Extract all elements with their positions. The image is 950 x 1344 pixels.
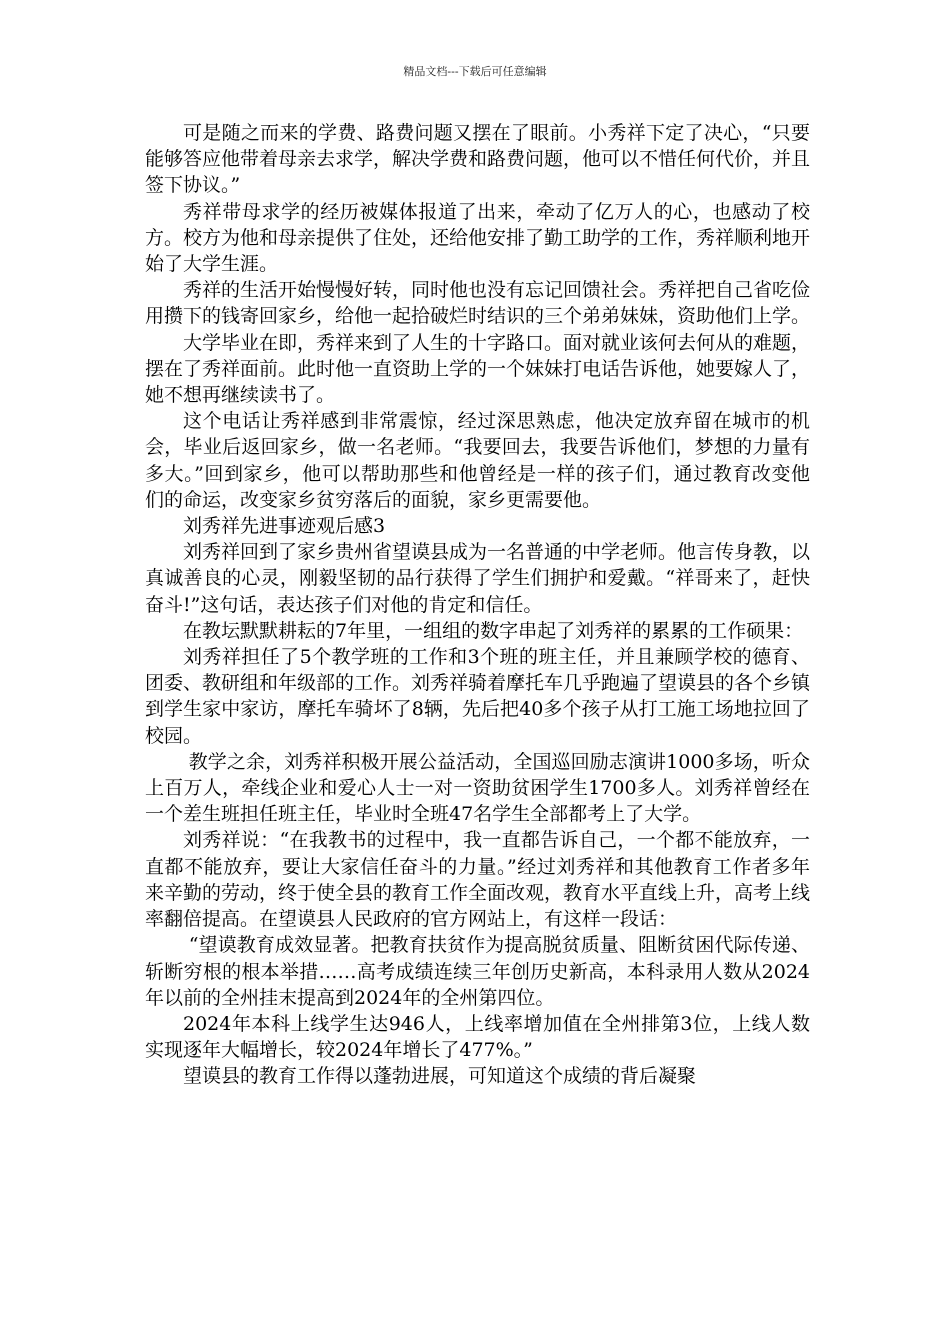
quote-paragraph: “望谟教育成效显著。把教育扶贫作为提高脱贫质量、阻断贫困代际传递、斩断穷根的根本举措……高考成绩连续三年创历史新高，本科录用人数从2024年以前的全州挂末提高到2024年的全州第四位。 (145, 934, 810, 1009)
paragraph: 教学之余，刘秀祥积极开展公益活动，全国巡回励志演讲1000多场，听众上百万人，牵线企业和爱心人士一对一资助贫困学生1700多人。刘秀祥曾经在一个差生班担任班主任，毕业时全班47名学生全部都考上了大学。 (145, 750, 810, 826)
paragraph: 这个电话让秀祥感到非常震惊，经过深思熟虑，他决定放弃留在城市的机会，毕业后返回家乡，做一名老师。“我要回去，我要告诉他们，梦想的力量有多大。”回到家乡，他可以帮助那些和他曾经是一样的孩子们，通过教育改变他们的命运，改变家乡贫穷落后的面貌，家乡更需要他。 (145, 410, 810, 511)
paragraph: 刘秀祥担任了5个教学班的工作和3个班的班主任，并且兼顾学校的德育、团委、教研组和年级部的工作。刘秀祥骑着摩托车几乎跑遍了望谟县的各个乡镇到学生家中家访，摩托车骑坏了8辆，先后把40多个孩子从打工施工场地拉回了校园。 (145, 646, 811, 747)
paragraph: 刘秀祥说：“在我教书的过程中，我一直都告诉自己，一个都不能放弃，一直都不能放弃，要让大家信任奋斗的力量。”经过刘秀祥和其他教育工作者多年来辛勤的劳动，终于使全县的教育工作全面改观，教育水平直线上升，高考上线率翻倍提高。在望谟县人民政府的官方网站上，有这样一段话： (145, 829, 811, 931)
document-body (145, 120, 810, 1090)
paragraph: 望谟县的教育工作得以蓬勃进展，可知道这个成绩的背后凝聚 (183, 1065, 697, 1088)
paragraph: 秀祥的生活开始慢慢好转，同时他也没有忘记回馈社会。秀祥把自己省吃俭用攒下的钱寄回家乡，给他一起拾破烂时结识的三个弟弟妹妹，资助他们上学。 (145, 279, 811, 328)
paragraph: 在教坛默默耕耘的7年里，一组组的数字串起了刘秀祥的累累的工作硕果： (183, 619, 804, 642)
page-header: 精品文档---下载后可任意编辑 (403, 65, 547, 78)
quote-paragraph: 2024年本科上线学生达946人，上线率增加值在全州排第3位，上线人数实现逐年大幅增长，较2024年增长了477%。” (145, 1012, 810, 1062)
paragraph: 刘秀祥回到了家乡贵州省望谟县成为一名普通的中学老师。他言传身教，以真诚善良的心灵，刚毅坚韧的品行获得了学生们拥护和爱戴。“祥哥来了，赶快奋斗!”这句话，表达孩子们对他的肯定和信任。 (145, 541, 811, 616)
paragraph: 秀祥带母求学的经历被媒体报道了出来，牵动了亿万人的心，也感动了校方。校方为他和母亲提供了住处，还给他安排了勤工助学的工作，秀祥顺利地开始了大学生涯。 (145, 200, 811, 276)
paragraph: 大学毕业在即，秀祥来到了人生的十字路口。面对就业该何去何从的难题，摆在了秀祥面前。此时他一直资助上学的一个妹妹打电话告诉他，她要嫁人了，她不想再继续读书了。 (145, 331, 811, 407)
paragraph: 可是随之而来的学费、路费问题又摆在了眼前。小秀祥下定了决心，“只要能够答应他带着母亲去求学，解决学费和路费问题，他可以不惜任何代价，并且签下协议。” (145, 122, 811, 197)
section-heading: 刘秀祥先进事迹观后感3 (183, 515, 386, 538)
